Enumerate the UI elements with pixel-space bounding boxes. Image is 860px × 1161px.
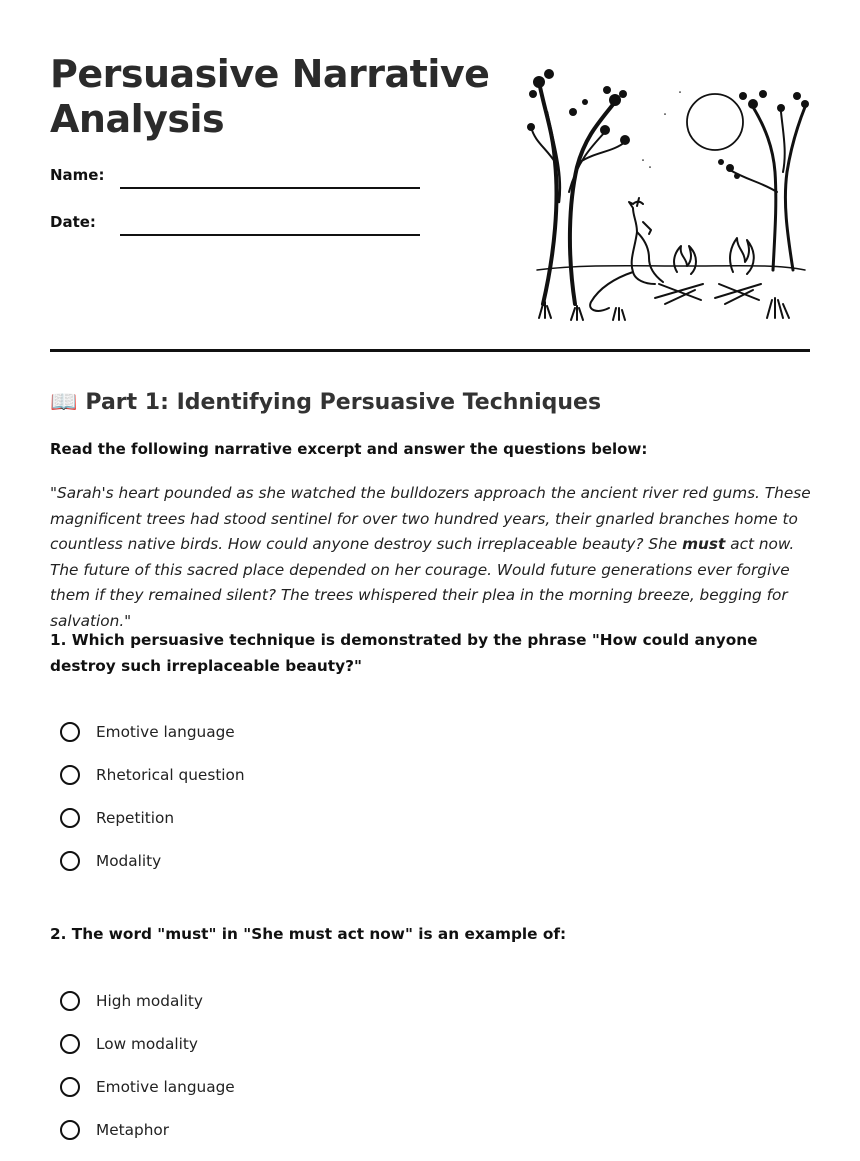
option-label: Metaphor [96, 1121, 170, 1139]
q1-option-modality[interactable] [60, 851, 161, 871]
q1-option-rhetorical-question[interactable] [60, 765, 245, 785]
open-book-icon: 📖 [50, 390, 78, 415]
radio-button[interactable] [60, 1120, 80, 1140]
part1-heading [50, 390, 601, 415]
radio-button[interactable] [60, 1077, 80, 1097]
date-field-line[interactable] [120, 234, 420, 236]
excerpt-text-before: "Sarah's heart pounded as she watched the bulldozers approach the ancient river red gums. These magnificent trees had stood sentinel for over two hundred years, their gnarled branches home to countless native birds. How could anyone destroy such irreplaceable beauty? She [50, 484, 811, 554]
excerpt-emphasis: must [682, 535, 726, 554]
option-label: Emotive language [96, 723, 235, 741]
radio-button[interactable] [60, 991, 80, 1011]
part1-heading-text: Part 1: Identifying Persuasive Techniques [85, 390, 602, 415]
header-divider [50, 349, 810, 352]
q1-option-repetition[interactable] [60, 808, 174, 828]
q2-option-emotive-language[interactable] [60, 1077, 235, 1097]
radio-button[interactable] [60, 722, 80, 742]
question-1: 1. Which persuasive technique is demonstrated by the phrase "How could anyone destroy such irreplaceable beauty?" [50, 631, 758, 675]
option-label: Repetition [96, 809, 175, 827]
option-label: Modality [96, 852, 162, 870]
radio-button[interactable] [60, 808, 80, 828]
name-label: Name: [50, 166, 105, 184]
radio-button[interactable] [60, 765, 80, 785]
q2-option-high-modality[interactable] [60, 991, 203, 1011]
radio-button[interactable] [60, 1034, 80, 1054]
bush-campfire-illustration [525, 52, 810, 330]
q2-option-low-modality[interactable] [60, 1034, 198, 1054]
excerpt-text-after: act now. The future of this sacred place depended on her courage. Would future generations ever forgive them if they remained silent? The trees whispered their plea in the morning breeze, begging for salvation." [50, 535, 795, 630]
q1-option-emotive-language[interactable] [60, 722, 235, 742]
narrative-excerpt [50, 481, 815, 635]
q2-option-metaphor[interactable] [60, 1120, 169, 1140]
option-label: Low modality [96, 1035, 198, 1053]
part1-instructions: Read the following narrative excerpt and answer the questions below: [50, 440, 648, 458]
name-field-line[interactable] [120, 187, 420, 189]
option-label: Emotive language [96, 1078, 235, 1096]
worksheet-title: Persuasive Narrative Analysis [50, 52, 490, 141]
option-label: Rhetorical question [96, 766, 245, 784]
option-label: High modality [96, 992, 203, 1010]
question-2: 2. The word "must" in "She must act now" is an example of: [50, 925, 567, 943]
radio-button[interactable] [60, 851, 80, 871]
date-label: Date: [50, 213, 96, 231]
